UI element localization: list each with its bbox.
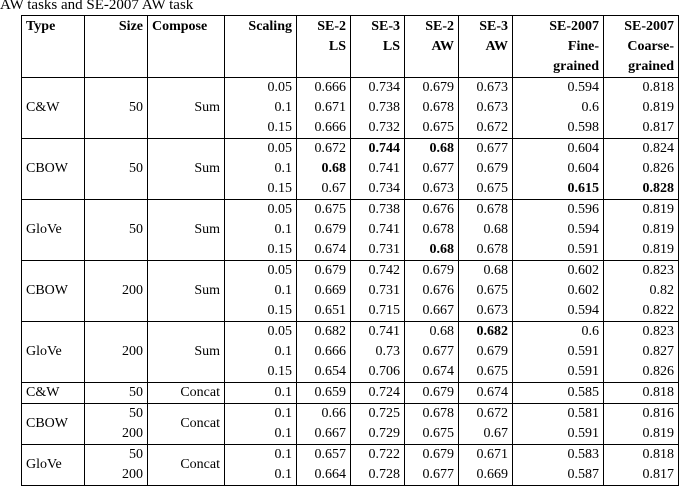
cell-score: 0.591 — [513, 362, 604, 383]
row-group — [22, 78, 679, 139]
table-row — [22, 322, 679, 343]
header-text: SE-2 — [317, 19, 346, 34]
header-text: Coarse- — [627, 39, 674, 54]
header-text: Fine- — [567, 39, 599, 54]
cell-score: 0.585 — [513, 383, 604, 404]
cell-score: 0.667 — [405, 301, 459, 322]
cell-score: 0.706 — [351, 362, 405, 383]
cell-score: 0.677 — [405, 342, 459, 362]
cell-score: 0.677 — [405, 159, 459, 179]
cell-scaling: 0.05 — [225, 261, 297, 282]
cell-score: 0.679 — [459, 342, 513, 362]
cell-type: GloVe — [22, 445, 85, 486]
cell-scaling: 0.05 — [225, 139, 297, 160]
header-se2-aw — [405, 16, 459, 78]
cell-score: 0.587 — [513, 465, 604, 486]
header-text: SE-3 — [479, 19, 508, 34]
cell-score: 0.819 — [604, 98, 679, 118]
cell-score: 0.738 — [351, 200, 405, 221]
header-text: AW — [485, 39, 508, 54]
header-text: Scaling — [248, 19, 292, 34]
cell-score: 0.664 — [297, 465, 351, 486]
cell-score: 0.826 — [604, 362, 679, 383]
cell-scaling: 0.1 — [225, 445, 297, 466]
cell-score: 0.678 — [459, 240, 513, 261]
cell-score: 0.819 — [604, 240, 679, 261]
cell-compose: Sum — [148, 322, 225, 383]
cell-score: 0.679 — [405, 261, 459, 282]
cell-scaling: 0.1 — [225, 220, 297, 240]
cell-score: 0.738 — [351, 98, 405, 118]
cell-score: 0.818 — [604, 78, 679, 99]
row-group — [22, 404, 679, 445]
cell-score: 0.823 — [604, 261, 679, 282]
cell-size: 50 — [85, 445, 148, 466]
cell-compose: Sum — [148, 78, 225, 139]
header-compose — [148, 16, 225, 78]
cell-score: 0.742 — [351, 261, 405, 282]
cell-score: 0.602 — [513, 261, 604, 282]
cell-score: 0.68 — [405, 240, 459, 261]
cell-score: 0.826 — [604, 159, 679, 179]
cell-score: 0.678 — [405, 404, 459, 425]
cell-compose: Concat — [148, 445, 225, 486]
table-row — [22, 261, 679, 282]
cell-score: 0.676 — [405, 281, 459, 301]
cell-score: 0.674 — [297, 240, 351, 261]
table-row — [22, 404, 679, 425]
cell-score: 0.818 — [604, 383, 679, 404]
cell-score: 0.673 — [459, 98, 513, 118]
cell-score: 0.68 — [405, 139, 459, 160]
table-caption: AW tasks and SE-2007 AW task — [0, 0, 194, 13]
cell-score: 0.674 — [405, 362, 459, 383]
row-group — [22, 139, 679, 200]
cell-scaling: 0.05 — [225, 78, 297, 99]
cell-scaling: 0.1 — [225, 342, 297, 362]
cell-score: 0.678 — [405, 98, 459, 118]
header-text: LS — [382, 39, 400, 54]
cell-score: 0.673 — [459, 301, 513, 322]
cell-score: 0.819 — [604, 220, 679, 240]
header-row — [22, 16, 679, 78]
cell-score: 0.731 — [351, 240, 405, 261]
header-se3-ls — [351, 16, 405, 78]
cell-score: 0.666 — [297, 78, 351, 99]
table-row — [22, 78, 679, 99]
table-row — [22, 445, 679, 466]
cell-score: 0.615 — [513, 179, 604, 200]
cell-score: 0.819 — [604, 424, 679, 445]
cell-score: 0.722 — [351, 445, 405, 466]
cell-score: 0.66 — [297, 404, 351, 425]
cell-score: 0.67 — [297, 179, 351, 200]
cell-score: 0.675 — [459, 179, 513, 200]
cell-score: 0.677 — [405, 465, 459, 486]
cell-scaling: 0.1 — [225, 98, 297, 118]
cell-size: 50 — [85, 139, 148, 200]
cell-score: 0.729 — [351, 424, 405, 445]
header-text: SE-3 — [371, 19, 400, 34]
cell-score: 0.602 — [513, 281, 604, 301]
cell-score: 0.728 — [351, 465, 405, 486]
cell-score: 0.679 — [405, 78, 459, 99]
cell-score: 0.678 — [405, 220, 459, 240]
cell-score: 0.744 — [351, 139, 405, 160]
cell-score: 0.827 — [604, 342, 679, 362]
cell-type: GloVe — [22, 200, 85, 261]
cell-score: 0.6 — [513, 98, 604, 118]
cell-score: 0.671 — [459, 445, 513, 466]
header-text: Compose — [152, 19, 208, 34]
cell-scaling: 0.15 — [225, 179, 297, 200]
header-se2007-coarse — [604, 16, 679, 78]
cell-score: 0.823 — [604, 322, 679, 343]
cell-size: 200 — [85, 322, 148, 383]
cell-score: 0.659 — [297, 383, 351, 404]
cell-score: 0.657 — [297, 445, 351, 466]
cell-type: C&W — [22, 383, 85, 404]
cell-score: 0.669 — [297, 281, 351, 301]
cell-score: 0.669 — [459, 465, 513, 486]
cell-type: CBOW — [22, 139, 85, 200]
table-row — [22, 424, 679, 445]
cell-scaling: 0.1 — [225, 281, 297, 301]
cell-score: 0.68 — [297, 159, 351, 179]
cell-size: 50 — [85, 78, 148, 139]
cell-score: 0.672 — [459, 404, 513, 425]
cell-score: 0.732 — [351, 118, 405, 139]
cell-score: 0.671 — [297, 98, 351, 118]
cell-scaling: 0.1 — [225, 465, 297, 486]
cell-score: 0.817 — [604, 118, 679, 139]
cell-score: 0.715 — [351, 301, 405, 322]
cell-score: 0.667 — [297, 424, 351, 445]
cell-score: 0.679 — [297, 220, 351, 240]
cell-score: 0.817 — [604, 465, 679, 486]
cell-score: 0.73 — [351, 342, 405, 362]
cell-score: 0.673 — [459, 78, 513, 99]
cell-compose: Sum — [148, 261, 225, 322]
cell-score: 0.594 — [513, 301, 604, 322]
cell-compose: Sum — [148, 200, 225, 261]
cell-score: 0.674 — [459, 383, 513, 404]
cell-score: 0.604 — [513, 139, 604, 160]
cell-scaling: 0.15 — [225, 240, 297, 261]
row-group — [22, 383, 679, 404]
header-text: AW — [431, 39, 454, 54]
cell-score: 0.682 — [297, 322, 351, 343]
cell-score: 0.594 — [513, 220, 604, 240]
header-size — [85, 16, 148, 78]
cell-score: 0.819 — [604, 200, 679, 221]
cell-score: 0.82 — [604, 281, 679, 301]
cell-size: 200 — [85, 424, 148, 445]
cell-scaling: 0.05 — [225, 322, 297, 343]
header-se3-aw — [459, 16, 513, 78]
cell-score: 0.741 — [351, 220, 405, 240]
cell-score: 0.679 — [459, 159, 513, 179]
cell-scaling: 0.1 — [225, 404, 297, 425]
cell-score: 0.678 — [459, 200, 513, 221]
cell-score: 0.679 — [405, 383, 459, 404]
table-row — [22, 139, 679, 160]
cell-score: 0.598 — [513, 118, 604, 139]
header-text: SE-2007 — [624, 19, 674, 34]
cell-score: 0.68 — [459, 220, 513, 240]
cell-score: 0.6 — [513, 322, 604, 343]
header-type — [22, 16, 85, 78]
cell-size: 200 — [85, 261, 148, 322]
header-text: Size — [118, 19, 143, 34]
header-text: Type — [26, 19, 56, 34]
cell-type: C&W — [22, 78, 85, 139]
table-row — [22, 200, 679, 221]
cell-score: 0.724 — [351, 383, 405, 404]
cell-score: 0.591 — [513, 424, 604, 445]
cell-score: 0.675 — [405, 118, 459, 139]
cell-scaling: 0.1 — [225, 159, 297, 179]
header-text: grained — [628, 59, 674, 74]
cell-score: 0.68 — [405, 322, 459, 343]
cell-compose: Concat — [148, 404, 225, 445]
cell-compose: Concat — [148, 383, 225, 404]
cell-score: 0.824 — [604, 139, 679, 160]
cell-score: 0.594 — [513, 78, 604, 99]
header-scaling — [225, 16, 297, 78]
cell-compose: Sum — [148, 139, 225, 200]
cell-scaling: 0.15 — [225, 362, 297, 383]
cell-scaling: 0.1 — [225, 424, 297, 445]
cell-score: 0.677 — [459, 139, 513, 160]
cell-score: 0.675 — [405, 424, 459, 445]
cell-scaling: 0.15 — [225, 301, 297, 322]
row-group — [22, 322, 679, 383]
cell-score: 0.734 — [351, 179, 405, 200]
cell-size: 50 — [85, 200, 148, 261]
cell-score: 0.654 — [297, 362, 351, 383]
table-row — [22, 383, 679, 404]
header-text: LS — [328, 39, 346, 54]
cell-score: 0.672 — [297, 139, 351, 160]
cell-score: 0.68 — [459, 261, 513, 282]
cell-score: 0.679 — [297, 261, 351, 282]
cell-score: 0.591 — [513, 342, 604, 362]
cell-score: 0.818 — [604, 445, 679, 466]
cell-score: 0.675 — [459, 362, 513, 383]
cell-type: CBOW — [22, 404, 85, 445]
cell-score: 0.816 — [604, 404, 679, 425]
cell-score: 0.682 — [459, 322, 513, 343]
cell-score: 0.666 — [297, 342, 351, 362]
table-header — [22, 16, 679, 78]
cell-scaling: 0.15 — [225, 118, 297, 139]
cell-score: 0.725 — [351, 404, 405, 425]
header-se2007-fine — [513, 16, 604, 78]
cell-size: 50 — [85, 404, 148, 425]
cell-score: 0.822 — [604, 301, 679, 322]
cell-score: 0.673 — [405, 179, 459, 200]
cell-score: 0.591 — [513, 240, 604, 261]
cell-score: 0.741 — [351, 322, 405, 343]
cell-score: 0.734 — [351, 78, 405, 99]
cell-score: 0.596 — [513, 200, 604, 221]
row-group — [22, 445, 679, 486]
cell-score: 0.676 — [405, 200, 459, 221]
cell-score: 0.679 — [405, 445, 459, 466]
table-row — [22, 465, 679, 486]
cell-score: 0.828 — [604, 179, 679, 200]
cell-size: 50 — [85, 383, 148, 404]
cell-score: 0.581 — [513, 404, 604, 425]
cell-score: 0.675 — [459, 281, 513, 301]
cell-score: 0.67 — [459, 424, 513, 445]
cell-size: 200 — [85, 465, 148, 486]
cell-score: 0.651 — [297, 301, 351, 322]
row-group — [22, 200, 679, 261]
header-text: SE-2007 — [549, 19, 599, 34]
cell-score: 0.731 — [351, 281, 405, 301]
cell-scaling: 0.05 — [225, 200, 297, 221]
cell-score: 0.583 — [513, 445, 604, 466]
header-text: SE-2 — [425, 19, 454, 34]
cell-score: 0.741 — [351, 159, 405, 179]
cell-score: 0.675 — [297, 200, 351, 221]
header-text: grained — [553, 59, 599, 74]
header-se2-ls — [297, 16, 351, 78]
cell-score: 0.672 — [459, 118, 513, 139]
cell-scaling: 0.1 — [225, 383, 297, 404]
cell-type: GloVe — [22, 322, 85, 383]
cell-score: 0.604 — [513, 159, 604, 179]
cell-score: 0.666 — [297, 118, 351, 139]
cell-type: CBOW — [22, 261, 85, 322]
row-group — [22, 261, 679, 322]
results-table — [21, 15, 679, 486]
